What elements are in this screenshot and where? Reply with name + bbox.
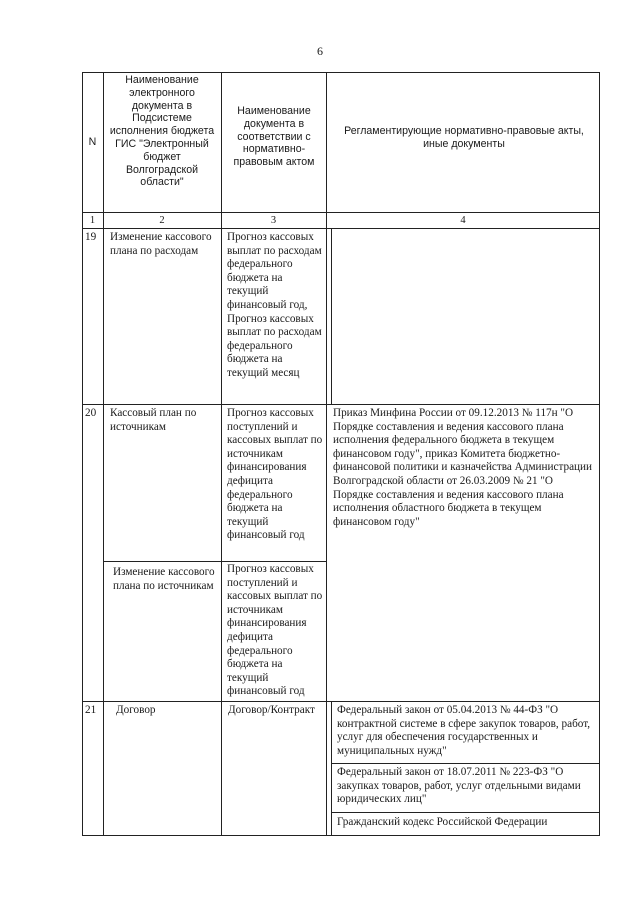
row-19-inner-divider: [331, 228, 332, 405]
table-border-top: [82, 72, 600, 73]
row-20b-doc-by-act: Прогноз кассовых поступлений и кассовых выплат по источникам финансирования дефицита федерального бюджета на текущий финансовый год: [227, 563, 323, 698]
col-divider-3: [326, 72, 327, 836]
table-border-left: [82, 72, 83, 836]
row-20-acts: Приказ Минфина России от 09.12.2013 № 117н "О Порядке составления и ведения кассового плана исполнения федерального бюджета в текущем финансовом году", приказ Комитета бюджетно-финансовой политики и казначейства Администрации Волгоградской области от 26.03.2009 № 21 "О Порядке составления и ведения кассового плана исполнения областного бюджета в текущем финансовом году": [333, 407, 593, 528]
row-21-doc-by-act: Договор/Контракт: [228, 704, 315, 716]
row-21-act-3: Гражданский кодекс Российской Федерации: [337, 816, 548, 828]
row-20-doc-name: Кассовый план по источникам: [110, 407, 197, 433]
header-col-acts: Регламентирующие нормативно-правовые акты, иные документы: [344, 125, 584, 150]
row-20b-doc-name: Изменение кассового плана по источникам: [113, 566, 215, 592]
header-col-doc-by-act: Наименование документа в соответствии с нормативно-правовым актом: [233, 105, 315, 169]
table-border-right: [599, 72, 600, 836]
row-19-divider: [82, 404, 600, 405]
col-divider-1: [103, 72, 104, 836]
row-21-act-divider-2: [331, 812, 600, 813]
row-20-number: 20: [85, 407, 97, 419]
row-20-subdivider: [103, 561, 326, 562]
row-21-act-2: Федеральный закон от 18.07.2011 № 223-ФЗ "О закупках товаров, работ, услуг отдельными видами юридических лиц": [337, 766, 581, 806]
column-number-2: 2: [159, 215, 165, 226]
column-number-1: 1: [89, 215, 96, 226]
row-21-inner-divider: [331, 701, 332, 836]
row-19-doc-by-act: Прогноз кассовых выплат по расходам федерального бюджета на текущий финансовый год, Прогноз кассовых выплат по расходам федерального бюджета на текущий месяц: [227, 231, 322, 379]
header-divider: [82, 212, 600, 213]
table-border-bottom: [82, 835, 600, 836]
number-row-divider: [82, 228, 600, 229]
row-20-divider: [82, 701, 600, 702]
header-col-n: N: [88, 136, 97, 148]
row-19-doc-name: Изменение кассового плана по расходам: [110, 231, 212, 257]
row-21-act-divider-1: [331, 763, 600, 764]
page-number: 6: [317, 44, 323, 58]
row-19-number: 19: [85, 231, 97, 243]
column-number-4: 4: [460, 215, 466, 226]
col-divider-2: [221, 72, 222, 836]
row-20-doc-by-act: Прогноз кассовых поступлений и кассовых выплат по источникам финансирования дефицита федерального бюджета на текущий финансовый год: [227, 407, 323, 542]
row-21-doc-name: Договор: [116, 704, 156, 716]
column-number-3: 3: [270, 215, 277, 226]
header-col-doc-name: Наименование электронного документа в Подсистеме исполнения бюджета ГИС "Электронный бюджет Волгоградской области": [109, 74, 215, 189]
row-21-number: 21: [85, 704, 97, 716]
row-21-act-1: Федеральный закон от 05.04.2013 № 44-ФЗ "О контрактной системе в сфере закупок товаров, работ, услуг для обеспечения государственных и муниципальных нужд": [337, 704, 591, 757]
